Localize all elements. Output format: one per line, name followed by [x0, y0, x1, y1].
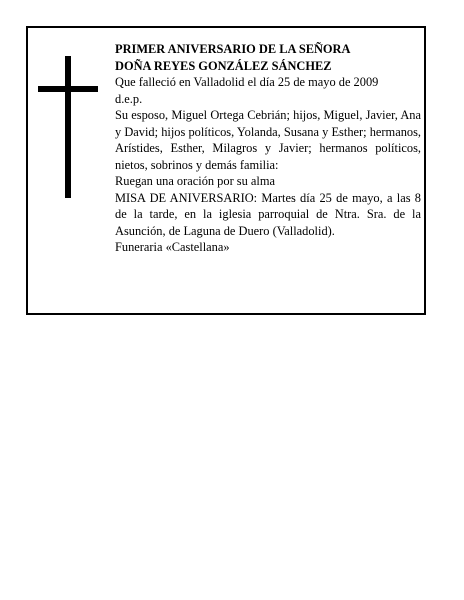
funeral-home: Funeraria «Castellana» — [115, 240, 230, 254]
notice-text — [115, 41, 421, 256]
obituary-notice — [26, 26, 426, 315]
notice-title-line-2: DOÑA REYES GONZÁLEZ SÁNCHEZ — [115, 58, 332, 73]
anniversary-mass-details: MISA DE ANIVERSARIO: Martes día 25 de mayo, a las 8 de la tarde, en la iglesia parroquial de Ntra. Sra. de la Asunción, de Laguna de Duero (Valladolid). — [115, 190, 421, 238]
cross-vertical-bar — [65, 56, 71, 198]
death-statement: Que falleció en Valladolid el día 25 de mayo de 2009 — [115, 75, 379, 89]
prayer-request: Ruegan una oración por su alma — [115, 174, 275, 188]
rip-abbreviation: d.e.p. — [115, 91, 143, 106]
family-list: Su esposo, Miguel Ortega Cebrián; hijos, Miguel, Javier, Ana y David; hijos políticos, Yolanda, Susana y Esther; hermanos, Arístides, Esther, Milagros y Javier; hermanos políticos, nietos, sobrinos y demás familia: — [115, 108, 421, 172]
cross-horizontal-bar — [38, 86, 98, 92]
notice-title-line-1: PRIMER ANIVERSARIO DE LA SEÑORA — [115, 42, 351, 56]
cross-icon — [38, 56, 98, 198]
